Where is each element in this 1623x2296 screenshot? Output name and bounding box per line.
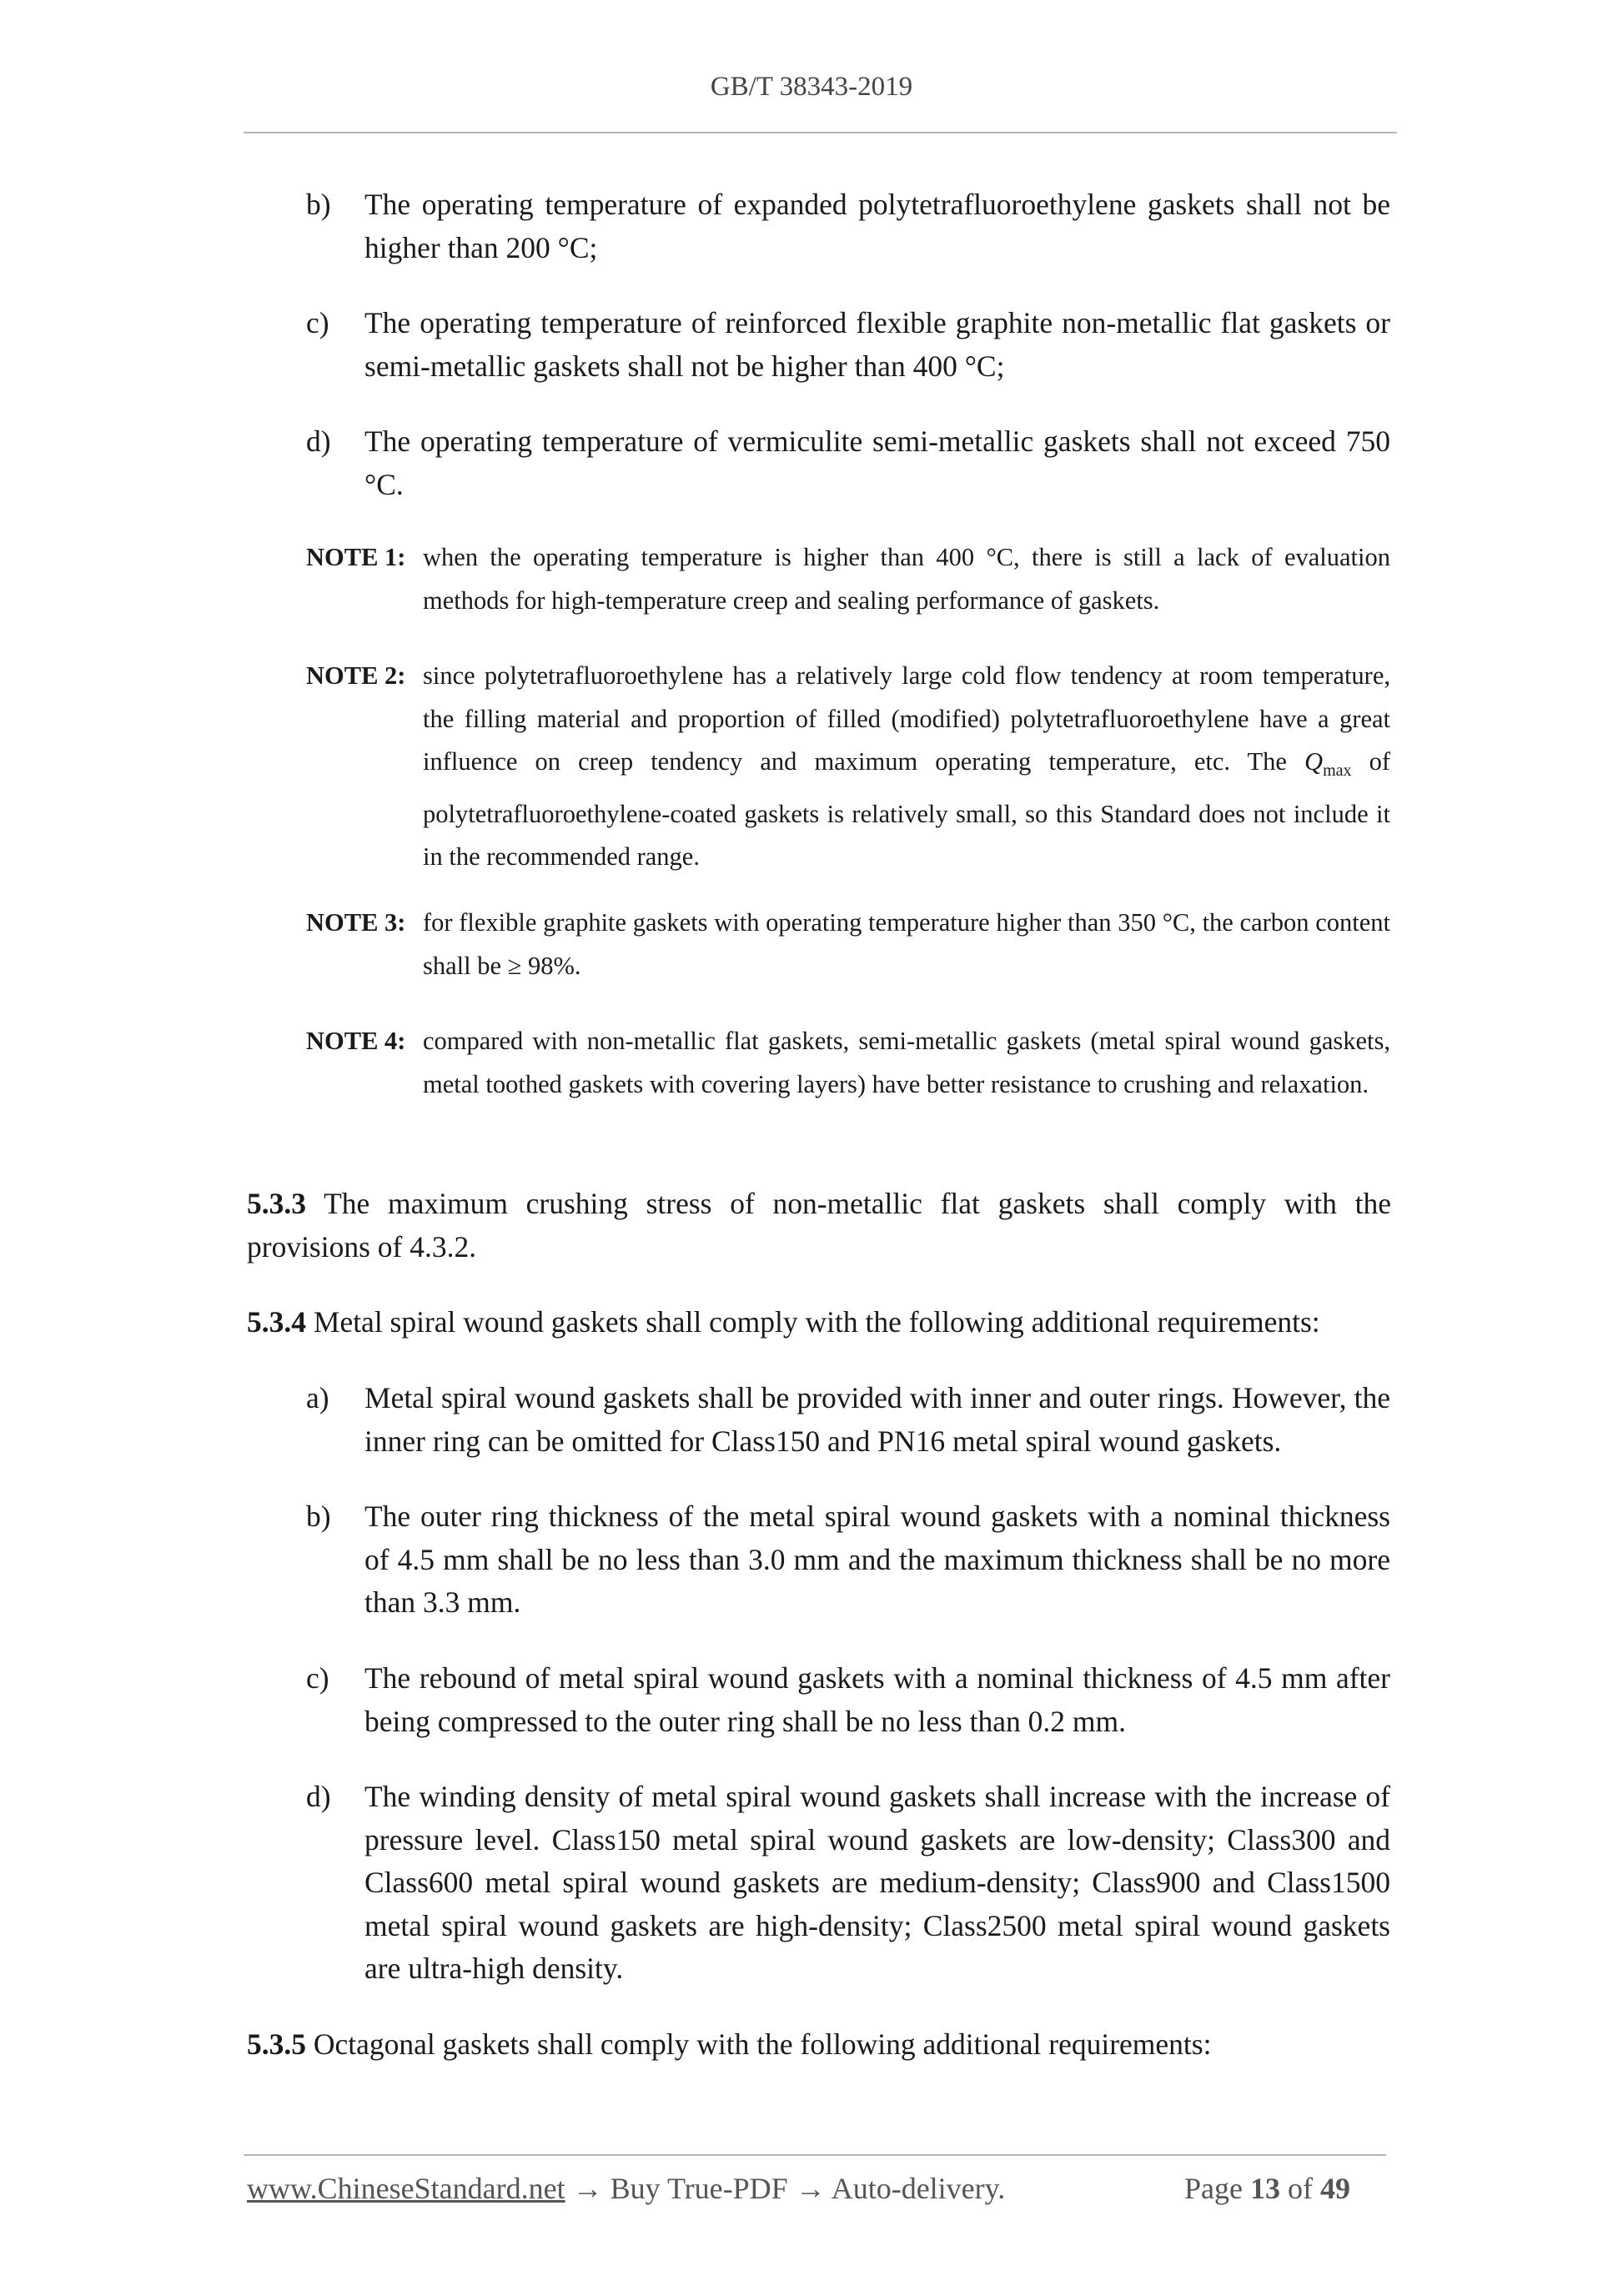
list-item-text: The winding density of metal spiral wound gaskets shall increase with the increase of pressure level. Class150 metal spiral wound gaskets are low-density; Class300 and Class600 metal spiral wound gaskets are medium-density; Class900 and Class1500 metal spiral wound gaskets are high-density; Class2500 metal spiral wound gaskets are ultra-high density.: [364, 1780, 1390, 1985]
list-item-label: c): [306, 1661, 329, 1695]
list-item-text: The operating temperature of expanded polytetrafluoroethylene gaskets shall not be higher than 200 °C;: [364, 188, 1390, 264]
list-item-text: The operating temperature of vermiculite semi-metallic gaskets shall not exceed 750 °C.: [364, 425, 1390, 501]
page-number: 13: [1249, 2172, 1280, 2205]
list-item: [306, 1657, 1390, 1744]
note-text: compared with non-metallic flat gaskets, semi-metallic gaskets (metal spiral wound gaskets, metal toothed gaskets with covering layers) have better resistance to crushing and relaxation.: [423, 1027, 1390, 1098]
footer-promo: [247, 2171, 1005, 2206]
page-word: Page: [1184, 2172, 1243, 2205]
section-number: 5.3.3: [247, 1187, 306, 1220]
list-item-label: d): [306, 425, 331, 458]
list-item-label: a): [306, 1381, 329, 1414]
list-item: [306, 302, 1390, 389]
list-item-label: b): [306, 188, 331, 221]
note-text: when the operating temperature is higher than 400 °C, there is still a lack of evaluation methods for high-temperature creep and sealing performance of gaskets.: [423, 543, 1390, 615]
buy-pdf-text: Buy True-PDF: [610, 2172, 788, 2205]
section-text: The maximum crushing stress of non-metallic flat gaskets shall comply with the provisions of 4.3.2.: [247, 1187, 1391, 1264]
list-item-label: d): [306, 1780, 331, 1813]
header-divider: [244, 132, 1397, 133]
note-label: NOTE 3:: [306, 908, 406, 937]
website-link[interactable]: www.ChineseStandard.net: [247, 2172, 565, 2205]
list-item-text: Metal spiral wound gaskets shall be provided with inner and outer rings. However, the inner ring can be omitted for Class150 and PN16 metal spiral wound gaskets.: [364, 1381, 1390, 1458]
section-5-3-4: [247, 1301, 1391, 1344]
list-item: [306, 1495, 1390, 1625]
note-label: NOTE 4:: [306, 1027, 406, 1055]
list-item-text: The rebound of metal spiral wound gaskets with a nominal thickness of 4.5 mm after being compressed to the outer ring shall be no less than 0.2 mm.: [364, 1661, 1390, 1738]
list-item: [306, 1377, 1390, 1464]
section-5-3-5: [247, 2023, 1391, 2067]
note-label: NOTE 1:: [306, 543, 406, 571]
note-text: since polytetrafluoroethylene has a relatively large cold flow tendency at room temperature, the filling material and proportion of filled (modified) polytetrafluoroethylene have a great influence on creep tendency and maximum operating temperature, etc. The $Q_{max}$ of polytetrafluoroethylene-coated gaskets is relatively small, so this Standard does not include it in the recommended range.: [423, 661, 1390, 872]
note-text: for flexible graphite gaskets with operating temperature higher than 350 °C, the carbon content shall be ≥ 98%.: [423, 908, 1390, 980]
note-4: [306, 1020, 1390, 1150]
list-item-label: b): [306, 1500, 331, 1533]
list-item: [306, 420, 1390, 507]
section-text: Metal spiral wound gaskets shall comply with the following additional requirements:: [306, 1305, 1320, 1339]
list-item: [306, 183, 1390, 270]
section-5-3-3: [247, 1183, 1391, 1269]
note-3: [306, 902, 1390, 988]
page-header-title: GB/T 38343-2019: [710, 72, 913, 102]
page-indicator: [1184, 2171, 1350, 2206]
footer-divider: [244, 2154, 1386, 2156]
note-1: [306, 536, 1390, 623]
note-2: [306, 655, 1390, 872]
delivery-text: Auto-delivery.: [831, 2172, 1006, 2205]
list-item-text: The operating temperature of reinforced flexible graphite non-metallic flat gaskets or semi-metallic gaskets shall not be higher than 400 °C;: [364, 306, 1390, 383]
list-item-text: The outer ring thickness of the metal spiral wound gaskets with a nominal thickness of 4.5 mm shall be no less than 3.0 mm and the maximum thickness shall be no more than 3.3 mm.: [364, 1500, 1390, 1619]
section-number: 5.3.4: [247, 1305, 306, 1339]
of-word: of: [1287, 2172, 1313, 2205]
list-item-label: c): [306, 306, 329, 339]
arrow-right-icon: →: [565, 2172, 611, 2205]
page-total: 49: [1319, 2172, 1350, 2205]
arrow-right-icon: →: [787, 2172, 832, 2205]
section-number: 5.3.5: [247, 2027, 306, 2061]
q-max-symbol: Q: [1304, 747, 1324, 776]
note-label: NOTE 2:: [306, 661, 406, 690]
section-text: Octagonal gaskets shall comply with the following additional requirements:: [306, 2027, 1212, 2061]
list-item: [306, 1776, 1390, 1992]
